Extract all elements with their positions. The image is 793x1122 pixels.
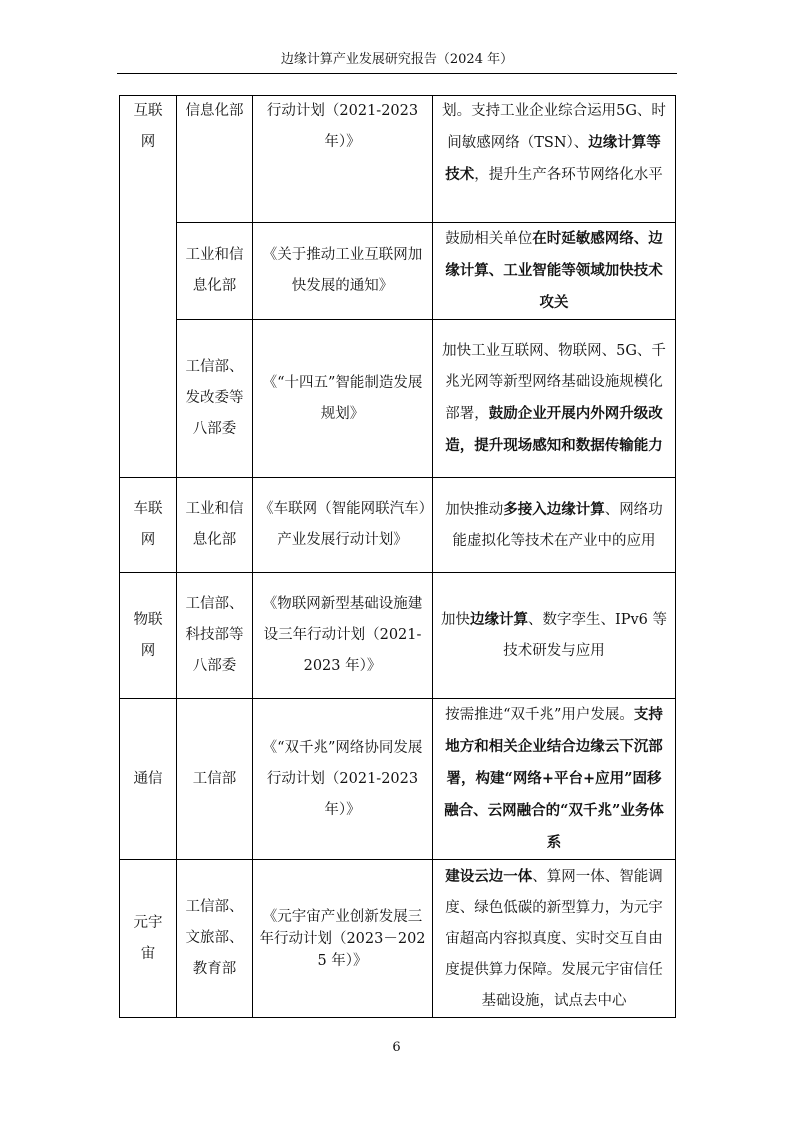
table-row <box>120 573 676 699</box>
table-row <box>120 699 676 860</box>
measure-text: 、算网一体、智能调度、绿色低碳的新型算力，为元宇宙超高内容拟真度、实时交互自由度提供算力保障。发展元宇宙信任基础设施，试点去中心 <box>445 868 663 1009</box>
category-cell <box>120 573 177 699</box>
policy-cell <box>253 320 433 478</box>
policy-label: 《元宇宙产业创新发展三年行动计划（2023－2025 年）》 <box>259 908 426 969</box>
measure-text-bold: 建设云边一体 <box>445 867 533 885</box>
table-row <box>120 478 676 573</box>
table-row <box>120 96 676 223</box>
measure-cell <box>433 223 676 320</box>
policy-label: 《“双千兆”网络协同发展行动计划（2021-2023 年）》 <box>262 739 423 818</box>
category-label: 通信 <box>133 770 163 787</box>
policy-label: 行动计划（2021-2023 年）》 <box>266 103 419 150</box>
department-label: 工信部、发改委等八部委 <box>185 359 244 437</box>
department-cell <box>177 223 253 320</box>
page-number: 6 <box>392 1040 401 1055</box>
category-cell <box>120 478 177 573</box>
measure-text-bold: 支持地方和相关企业结合边缘云下沉部署，构建“网络+平台+应用”固移融合、云网融合的“双千兆”业务体系 <box>444 706 664 851</box>
department-label: 工信部、科技部等八部委 <box>185 596 244 674</box>
table-row <box>120 320 676 478</box>
policy-label: 《关于推动工业互联网加快发展的通知》 <box>262 247 423 294</box>
category-cell <box>120 96 177 478</box>
measure-text: 加快推动 <box>445 501 504 518</box>
measure-text: 、数字孪生、IPv6 等技术研发与应用 <box>503 612 668 659</box>
measure-text: 加快 <box>441 612 470 628</box>
measure-text: 划。支持工业企业综合运用5G、时间敏感网络（TSN）、 <box>442 103 666 151</box>
measure-text-bold: 边缘计算等技术 <box>445 134 661 183</box>
measure-text-bold: 鼓励企业开展内外网升级改造，提升现场感知和数据传输能力 <box>445 404 663 454</box>
category-label: 互联网 <box>133 103 163 150</box>
measure-cell <box>433 860 676 1018</box>
policy-label: 《“十四五”智能制造发展规划》 <box>262 374 423 422</box>
department-label: 工信部 <box>192 770 237 787</box>
measure-cell <box>433 573 676 699</box>
department-label: 工业和信息化部 <box>185 501 244 548</box>
measure-text-bold: 在时延敏感网络、边缘计算、工业智能等领域加快技术攻关 <box>445 230 663 311</box>
measure-cell <box>433 320 676 478</box>
policy-cell <box>253 478 433 573</box>
policy-cell <box>253 860 433 1018</box>
category-label: 车联网 <box>133 501 163 548</box>
page-header-title: 边缘计算产业发展研究报告（2024 年） <box>280 52 514 67</box>
category-label: 元宇宙 <box>133 914 163 962</box>
measure-text: 鼓励相关单位 <box>445 231 533 247</box>
policy-cell <box>253 573 433 699</box>
measure-cell <box>433 478 676 573</box>
department-label: 工信部、文旅部、教育部 <box>185 899 244 977</box>
department-cell <box>177 573 253 699</box>
department-label: 工业和信息化部 <box>185 247 244 294</box>
policy-label: 《物联网新型基础设施建设三年行动计划（2021-2023 年）》 <box>262 596 423 674</box>
department-cell <box>177 478 253 573</box>
department-cell <box>177 320 253 478</box>
table-row <box>120 223 676 320</box>
measure-text: 、网络功能虚拟化等技术在产业中的应用 <box>452 501 663 549</box>
measure-cell <box>433 96 676 223</box>
department-cell <box>177 860 253 1018</box>
measure-cell <box>433 699 676 860</box>
policy-cell <box>253 223 433 320</box>
category-cell <box>120 860 177 1018</box>
department-cell <box>177 699 253 860</box>
header-divider <box>117 73 677 74</box>
policy-table <box>119 95 676 1018</box>
table-row <box>120 860 676 1018</box>
measure-text-bold: 边缘计算 <box>470 611 528 628</box>
department-cell <box>177 96 253 223</box>
policy-cell <box>253 96 433 223</box>
category-label: 物联网 <box>133 611 163 659</box>
policy-label: 《车联网（智能网联汽车）产业发展行动计划》 <box>259 501 426 548</box>
category-cell <box>120 699 177 860</box>
department-label: 信息化部 <box>185 103 244 119</box>
measure-text-bold: 多接入边缘计算 <box>503 500 605 518</box>
policy-cell <box>253 699 433 860</box>
measure-text: 加快工业互联网、物联网、5G、千兆光网等新型网络基础设施规模化部署， <box>442 342 666 422</box>
measure-text: 按需推进“双千兆”用户发展。 <box>445 707 634 723</box>
measure-text: ，提升生产各环节网络化水平 <box>474 167 663 183</box>
